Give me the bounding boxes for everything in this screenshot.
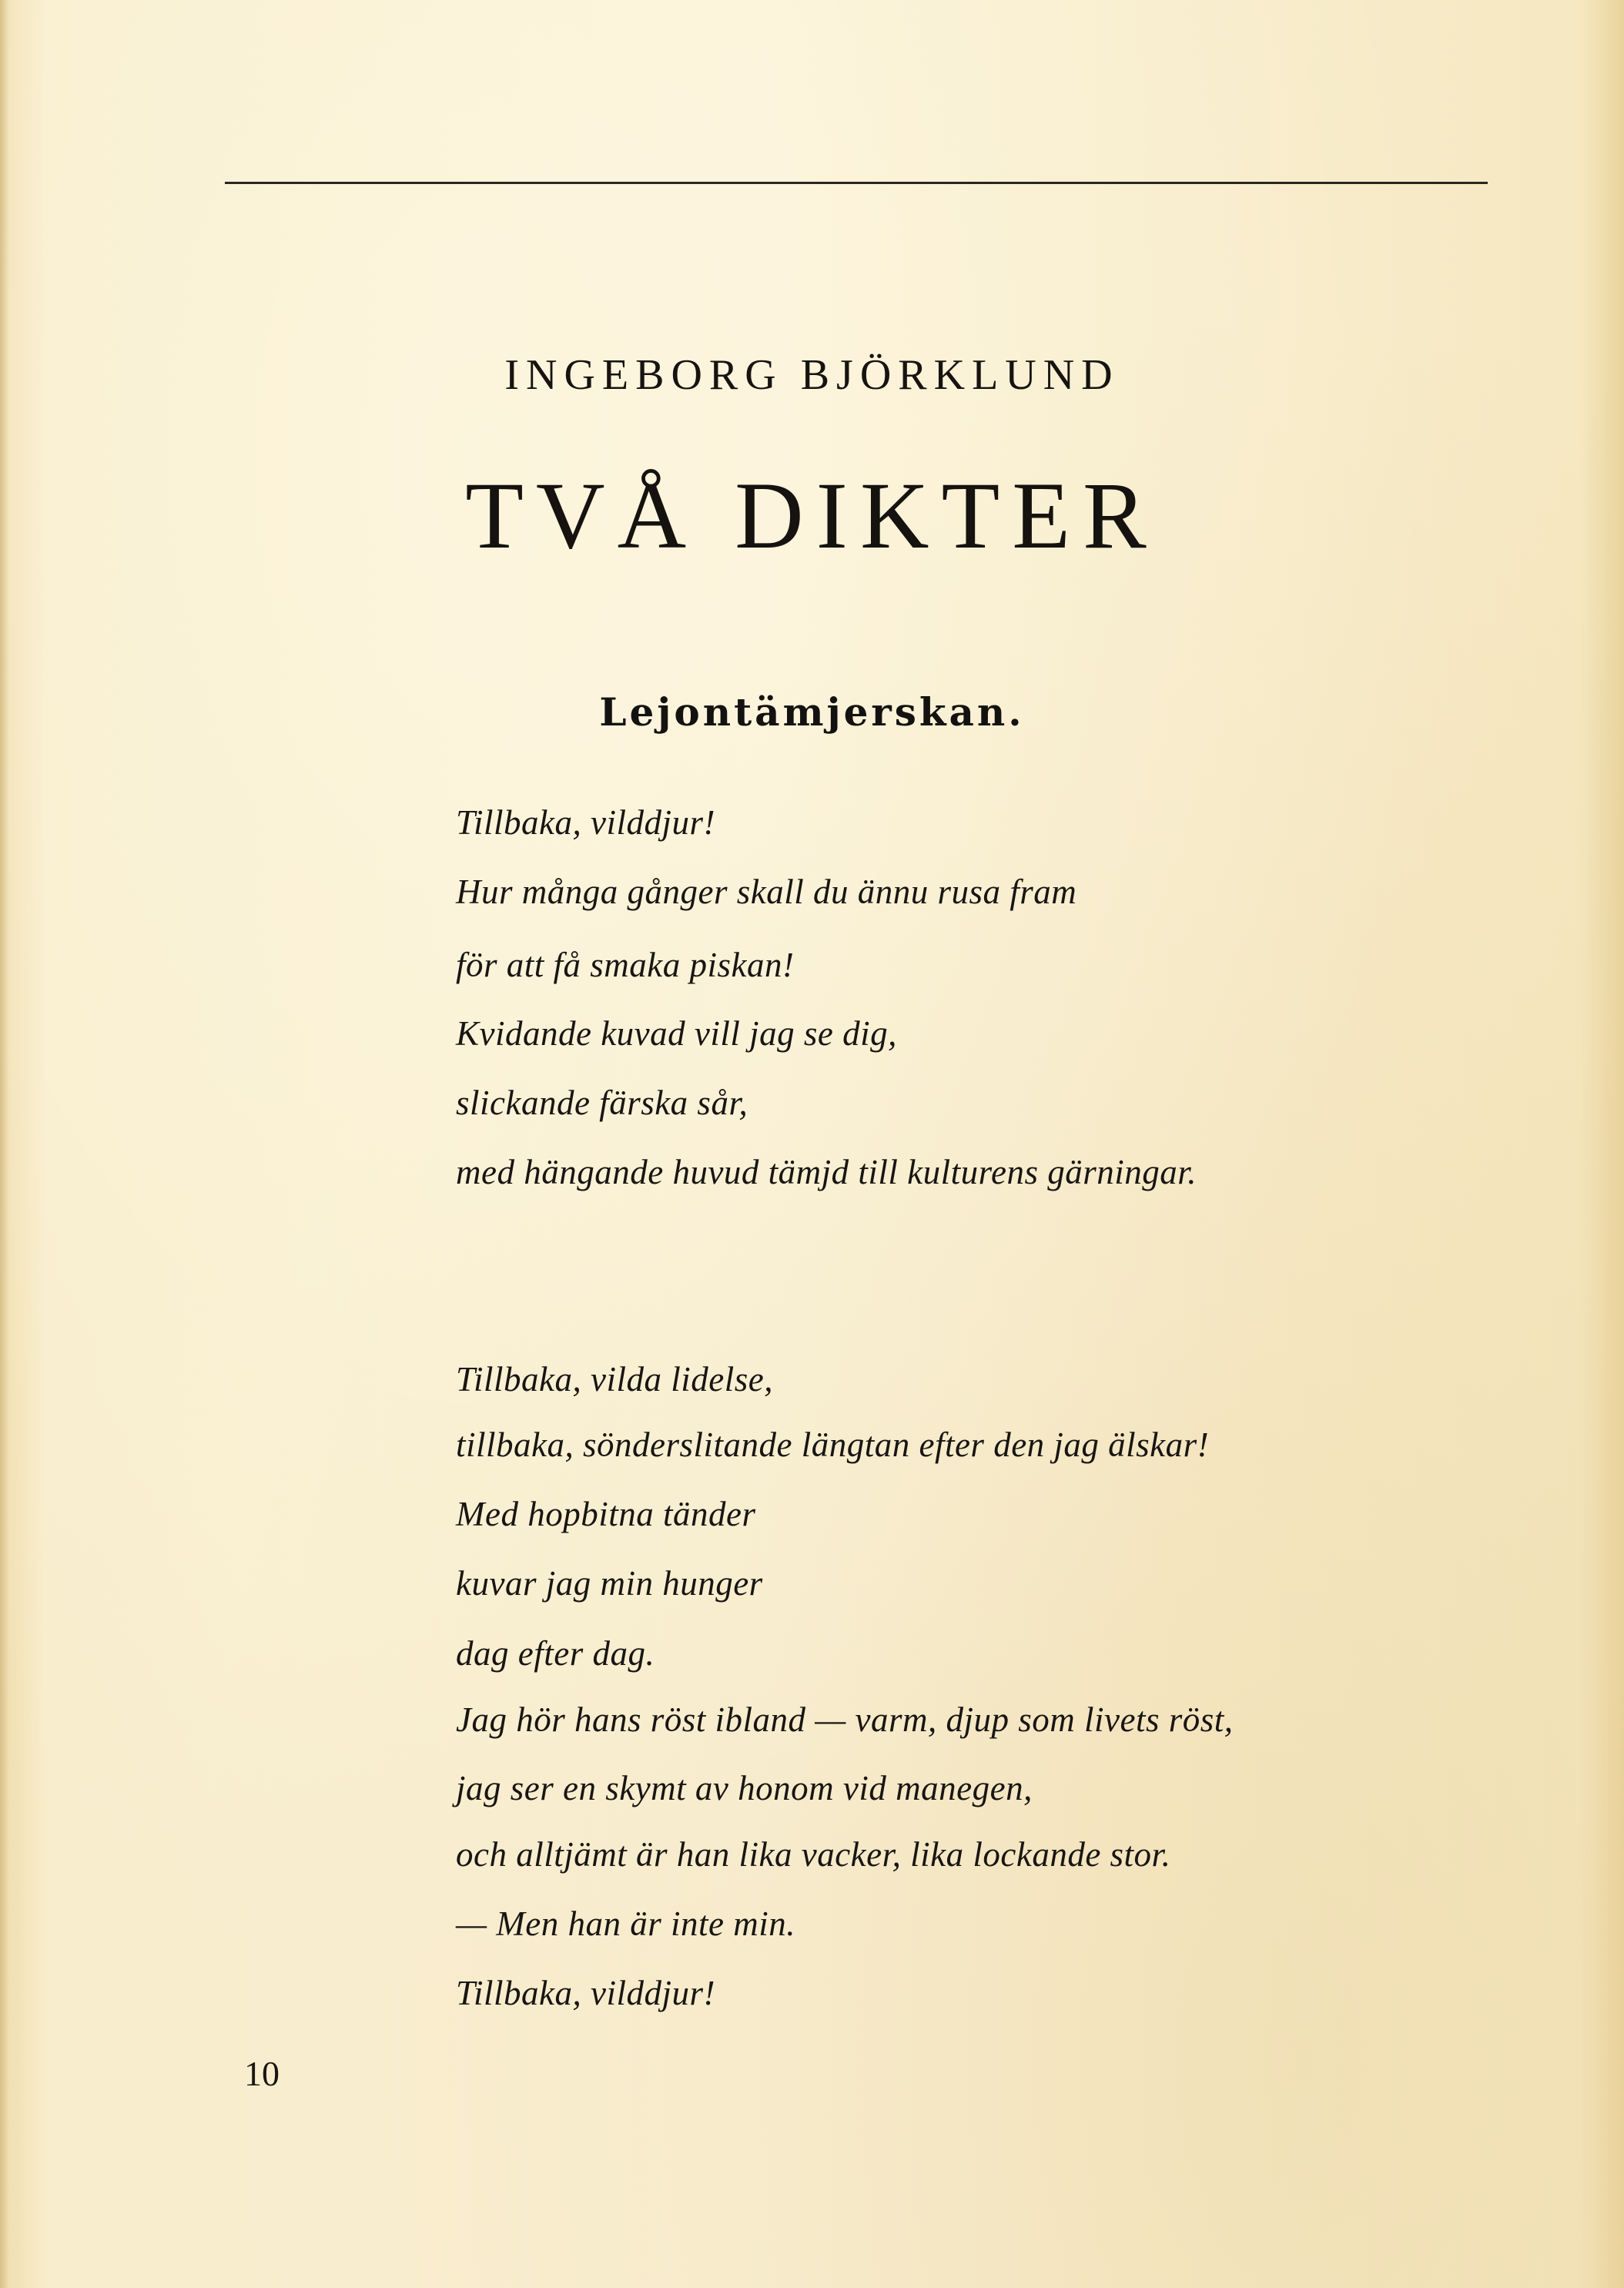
poem-line: tillbaka, sönderslitande längtan efter den jag älskar! bbox=[456, 1425, 1210, 1464]
poem-line: Hur många gånger skall du ännu rusa fram bbox=[456, 873, 1077, 911]
poem-line: Med hopbitna tänder bbox=[456, 1495, 756, 1533]
poem-line: dag efter dag. bbox=[456, 1634, 655, 1673]
poem-line: Jag hör hans röst ibland — varm, djup som livets röst, bbox=[456, 1700, 1234, 1739]
poem-line: Tillbaka, vilddjur! bbox=[456, 803, 716, 842]
poem-line: med hängande huvud tämjd till kulturens gärningar. bbox=[456, 1153, 1197, 1191]
poem-line: för att få smaka piskan! bbox=[456, 946, 795, 984]
header-rule bbox=[225, 182, 1488, 184]
page-edge-shadow bbox=[0, 0, 9, 2288]
poem-line: Kvidande kuvad vill jag se dig, bbox=[456, 1014, 897, 1053]
poem-line: jag ser en skymt av honom vid manegen, bbox=[456, 1769, 1033, 1807]
page-title: TVÅ DIKTER bbox=[465, 463, 1159, 568]
poem-line: — Men han är inte min. bbox=[456, 1904, 795, 1943]
page-number: 10 bbox=[244, 2054, 280, 2093]
poem-line: och alltjämt är han lika vacker, lika lockande stor. bbox=[456, 1835, 1171, 1874]
poem-line: slickande färska sår, bbox=[456, 1084, 748, 1122]
poem-line: Tillbaka, vilda lidelse, bbox=[456, 1360, 773, 1399]
poem-title: Lejontämjerskan. bbox=[599, 689, 1025, 735]
poem-line: Tillbaka, vilddjur! bbox=[456, 1974, 716, 2012]
author-name: INGEBORG BJÖRKLUND bbox=[504, 351, 1120, 399]
poem-line: kuvar jag min hunger bbox=[456, 1564, 763, 1603]
